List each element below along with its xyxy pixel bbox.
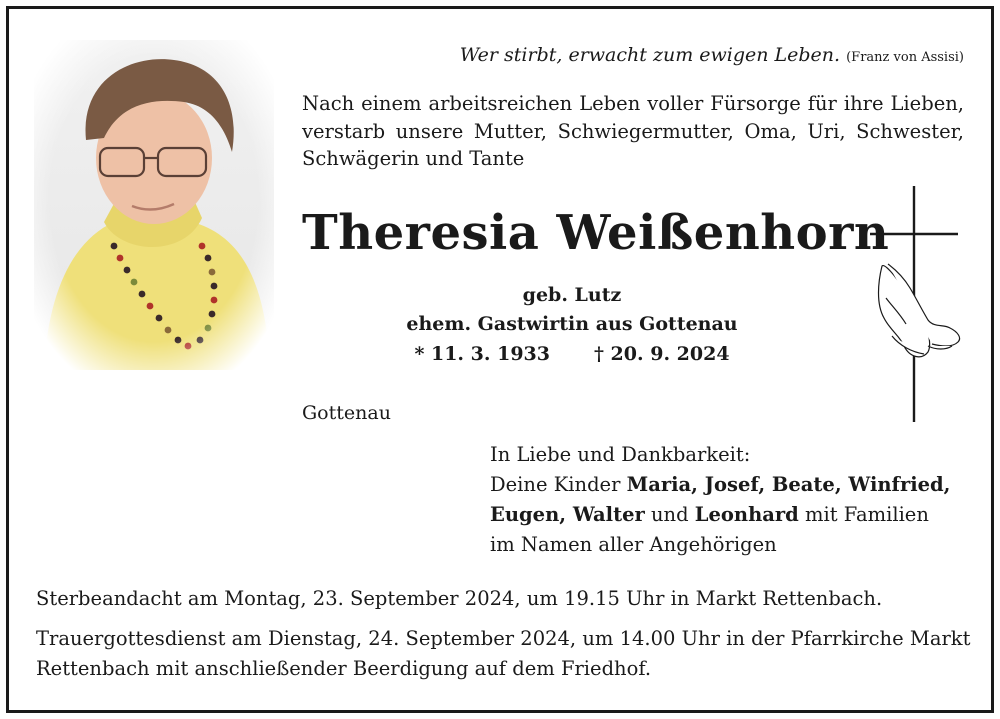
children-names-2: Eugen, Walter xyxy=(490,503,645,526)
profession: ehem. Gastwirtin aus Gottenau xyxy=(406,313,738,335)
cross-praying-hands-icon xyxy=(866,186,966,422)
children-und: und xyxy=(644,503,695,526)
portrait-photo xyxy=(34,40,274,370)
birth-name: geb. Lutz xyxy=(522,284,622,306)
funeral-notice: Trauergottesdienst am Dienstag, 24. September 2024, um 14.00 Uhr in der Pfarrkirche Markt Rettenbach mit anschließender Beerdigung auf dem Friedhof. xyxy=(36,627,971,680)
deceased-name: Theresia Weißenhorn xyxy=(302,205,890,261)
vigil-notice: Sterbeandacht am Montag, 23. September 2024, um 19.15 Uhr in Markt Rettenbach. xyxy=(36,587,883,610)
place-name: Gottenau xyxy=(302,402,391,424)
children-names-1: Maria, Josef, Beate, Winfried, xyxy=(626,473,951,496)
mourners-children-line-2 xyxy=(490,500,968,530)
motto-text: Wer stirbt, erwacht zum ewigen Leben. xyxy=(459,44,841,66)
death-date: † 20. 9. 2024 xyxy=(594,343,730,365)
mourners-block xyxy=(490,440,968,560)
motto xyxy=(460,44,964,66)
mourners-greeting: In Liebe und Dankbarkeit: xyxy=(490,443,751,466)
children-prefix: Deine Kinder xyxy=(490,473,627,496)
motto-source: (Franz von Assisi) xyxy=(846,50,964,65)
life-dates xyxy=(300,343,844,365)
children-names-3: Leonhard xyxy=(694,503,799,526)
mourners-children-line xyxy=(490,470,968,500)
intro-text: Nach einem arbeitsreichen Leben voller Fürsorge für ihre Lieben, verstarb unsere Mutter, Schwiegermutter, Oma, Uri, Schwester, Schwägerin und Tante xyxy=(302,92,964,170)
mourners-relatives: im Namen aller Angehörigen xyxy=(490,533,777,556)
children-suffix: mit Familien xyxy=(798,503,929,526)
birth-date: * 11. 3. 1933 xyxy=(414,343,550,365)
